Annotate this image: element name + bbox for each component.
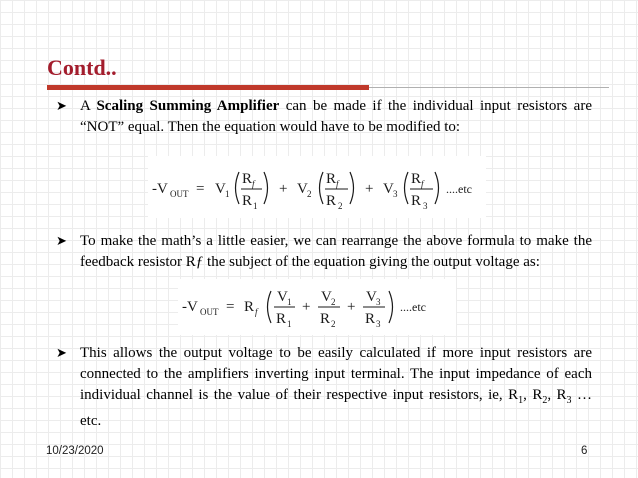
eq2-etc: ....etc	[400, 300, 426, 314]
equation-2	[178, 279, 456, 335]
eq2-n1: V	[277, 289, 288, 305]
bullet-1	[56, 96, 592, 138]
bullet-1-bold: Scaling Summing Amplifier	[96, 98, 280, 114]
eq2-plus-2: +	[347, 299, 356, 315]
eq2-rf-sub: f	[255, 307, 258, 317]
eq1-v3: V	[383, 181, 394, 197]
eq2-rf: R	[244, 299, 255, 315]
eq1-plus-2: +	[365, 181, 374, 197]
eq2-lhs: -V	[182, 299, 198, 315]
eq1-num-1: R	[242, 171, 253, 187]
eq2-n1-sub: 1	[287, 297, 292, 307]
eq1-den-3: R	[411, 193, 422, 209]
eq2-n2-sub: 2	[331, 297, 336, 307]
arrow-bullet-icon: ➤	[56, 346, 67, 361]
eq1-paren-left-1	[236, 172, 240, 204]
eq1-v2-sub: 2	[307, 189, 312, 199]
footer-page-number: 6	[581, 445, 588, 457]
title-underline	[47, 85, 609, 90]
arrow-bullet-icon: ➤	[56, 234, 67, 249]
eq1-v1: V	[215, 181, 226, 197]
eq1-den-sub-2: 2	[338, 201, 343, 211]
bullet-3	[56, 343, 592, 432]
eq1-paren-right-3	[435, 172, 439, 204]
eq1-num-sub-2: f	[336, 179, 339, 189]
eq1-plus-1: +	[279, 181, 288, 197]
eq1-paren-left-2	[320, 172, 324, 204]
eq1-num-3: R	[411, 171, 422, 187]
bullet-1-text: A Scaling Summing Amplifier can be made if the individual input resistors are “NOT” equal. Then the equation would have to be modified to:	[80, 98, 592, 135]
eq1-equals: =	[196, 181, 205, 197]
eq1-v3-sub: 3	[393, 189, 398, 199]
eq2-n3: V	[366, 289, 377, 305]
eq1-paren-right-2	[350, 172, 354, 204]
eq2-equals: =	[226, 299, 235, 315]
eq1-lhs-sub: OUT	[170, 189, 189, 199]
eq2-n2: V	[321, 289, 332, 305]
eq2-paren-right	[389, 291, 393, 323]
eq2-den-sub-3: 3	[376, 319, 381, 329]
slide-title: Contd..	[47, 55, 117, 80]
eq1-paren-right-1	[264, 172, 268, 204]
bullet-2-italic: ƒ	[195, 254, 204, 270]
eq1-den-1: R	[242, 193, 253, 209]
equation-1	[148, 156, 486, 218]
eq1-den-2: R	[326, 193, 337, 209]
title-underline-line	[369, 87, 609, 88]
eq1-num-2: R	[326, 171, 337, 187]
eq1-etc: ....etc	[446, 182, 472, 196]
eq2-plus-1: +	[302, 299, 311, 315]
bullet-2-text: To make the math’s a little easier, we can rearrange the above formula to make the feedback resistor Rƒ the subject of the equation giving the output voltage as:	[80, 233, 592, 270]
eq2-den-2: R	[320, 311, 331, 327]
eq2-den-1: R	[276, 311, 287, 327]
eq2-paren-left	[268, 291, 272, 323]
footer-date: 10/23/2020	[46, 445, 104, 457]
eq1-den-sub-1: 1	[253, 201, 258, 211]
eq1-paren-left-3	[405, 172, 409, 204]
eq1-den-sub-3: 3	[423, 201, 428, 211]
eq2-den-3: R	[365, 311, 376, 327]
arrow-bullet-icon: ➤	[56, 99, 67, 114]
eq1-num-sub-3: f	[421, 179, 424, 189]
eq2-den-sub-2: 2	[331, 319, 336, 329]
bullet-2	[56, 231, 592, 273]
eq1-v1-sub: 1	[225, 189, 230, 199]
eq2-den-sub-1: 1	[287, 319, 292, 329]
eq1-lhs: -V	[152, 181, 168, 197]
eq2-n3-sub: 3	[376, 297, 381, 307]
eq1-num-sub-1: f	[252, 179, 255, 189]
eq1-v2: V	[297, 181, 308, 197]
title-underline-accent	[47, 85, 369, 90]
bullet-3-text: This allows the output voltage to be easily calculated if more input resistors are connected to the amplifiers inverting input terminal. The input impedance of each individual channel is the value of their respective input resistors, ie, $R_1$, $R_2$, $R_3$ … etc.	[80, 345, 592, 429]
eq2-lhs-sub: OUT	[200, 307, 219, 317]
